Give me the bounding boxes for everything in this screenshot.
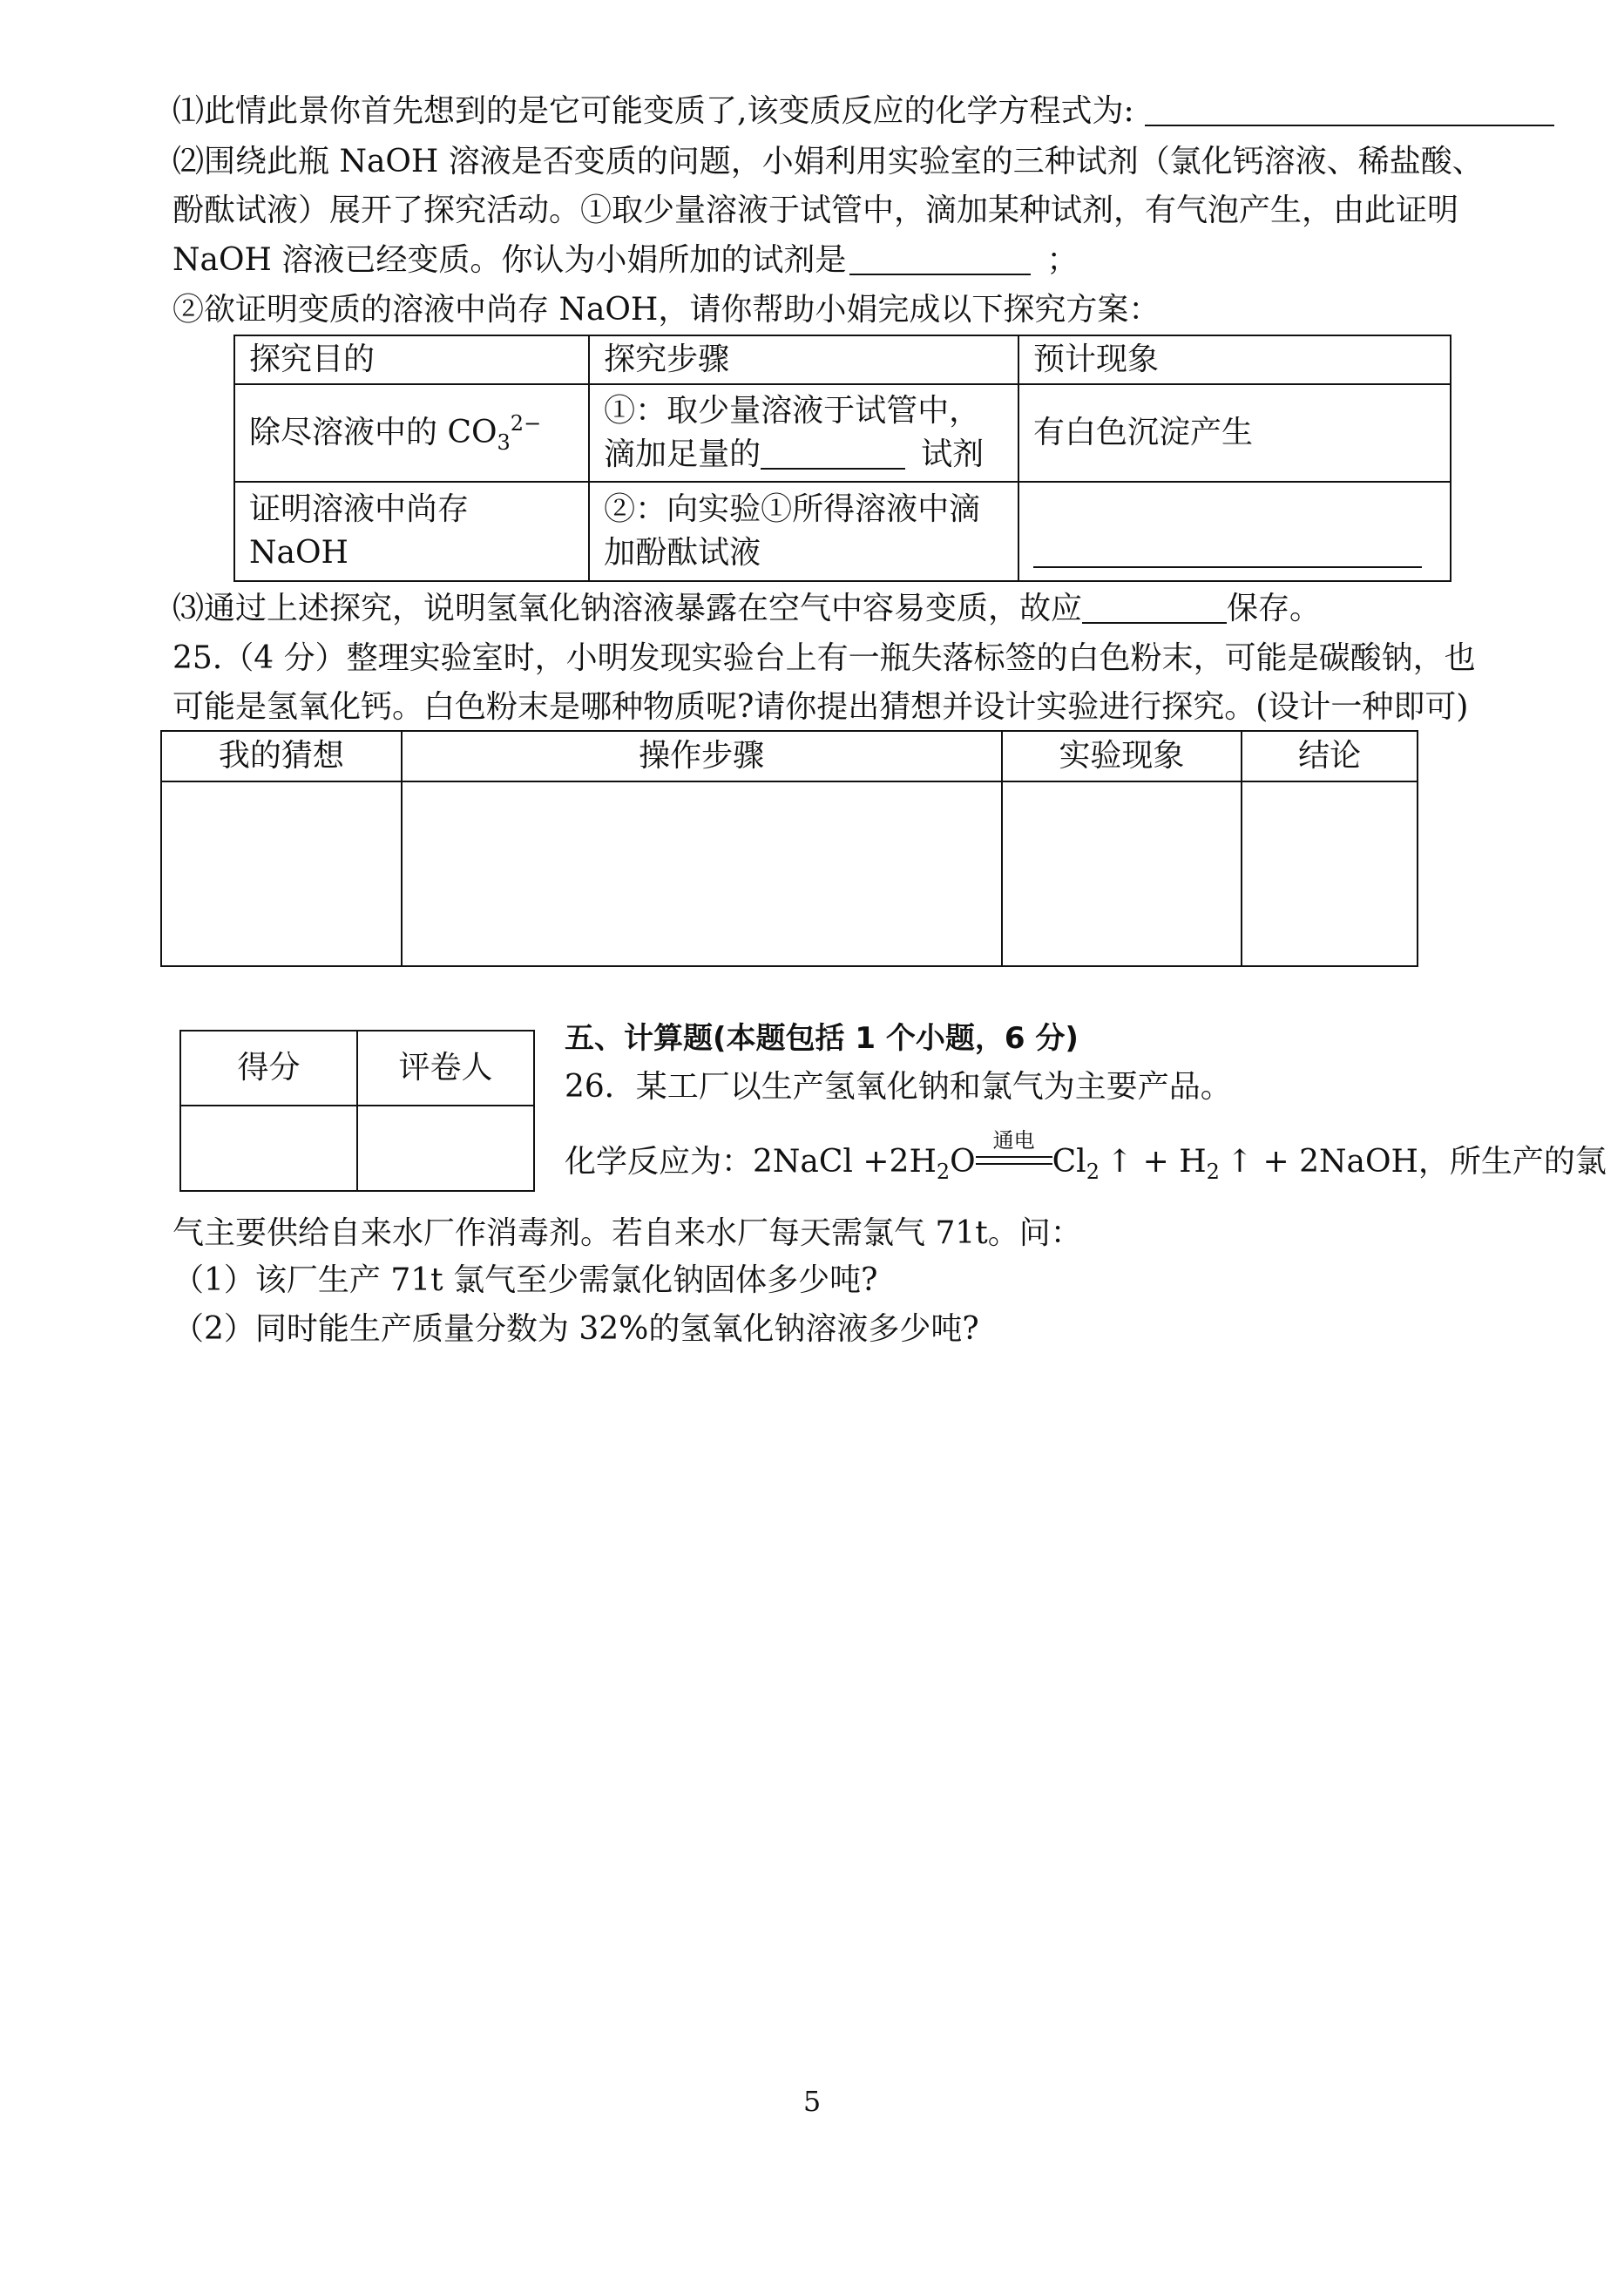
q24-part4: ⑶通过上述探究，说明氢氧化钠溶液暴露在空气中容易变质，故应 保存。 bbox=[173, 591, 1322, 626]
q24-part1-text: ⑴此情此景你首先想到的是它可能变质了,该变质反应的化学方程式为: bbox=[173, 93, 1134, 129]
q24-part2-line1: ⑵围绕此瓶 NaOH 溶液是否变质的问题，小娟利用实验室的三种试剂（氯化钙溶液、稀盐酸、 bbox=[173, 144, 1484, 179]
hypothesis-cell[interactable] bbox=[161, 781, 402, 966]
row2-phenomenon bbox=[1018, 482, 1451, 581]
q26-line3: 气主要供给自来水厂作消毒剂。若自来水厂每天需氯气 71t。问： bbox=[173, 1215, 1082, 1251]
q24-part2-line2: 酚酞试液）展开了探究活动。①取少量溶液于试管中，滴加某种试剂，有气泡产生，由此证明 bbox=[173, 193, 1459, 228]
q25-line2: 可能是氢氧化钙。白色粉末是哪种物质呢?请你提出猜想并设计实验进行探究。(设计一种即可) bbox=[173, 689, 1469, 725]
page-number: 5 bbox=[802, 2085, 822, 2118]
score-header-row bbox=[180, 1031, 534, 1106]
grader-label: 评卷人 bbox=[357, 1031, 534, 1106]
q26-equation: 化学反应为：2NaCl $+2H_2O$ 通电 $Cl_2$ ↑ + $H_2$ ↑ + 2NaOH，所生产的氯 bbox=[565, 1128, 1607, 1184]
header-hypothesis: 我的猜想 bbox=[161, 731, 402, 781]
table-row bbox=[161, 781, 1418, 966]
q26-line1: 26．某工厂以生产氢氧化钠和氯气为主要产品。 bbox=[565, 1069, 1232, 1105]
q24-part2-line3 bbox=[173, 240, 1078, 281]
storage-answer-blank[interactable] bbox=[1082, 589, 1227, 624]
q25-line1: 25.（4 分）整理实验室时，小明发现实验台上有一瓶失落标签的白色粉末，可能是碳酸钠，也 bbox=[173, 640, 1476, 676]
q24-part1 bbox=[173, 91, 1554, 132]
section5-title: 五、计算题(本题包括 1 个小题，6 分) bbox=[565, 1021, 1079, 1056]
row1-steps: ①：取少量溶液于试管中， 滴加足量的 试剂 bbox=[589, 384, 1018, 482]
header-purpose: 探究目的 bbox=[234, 335, 589, 384]
operation-cell[interactable] bbox=[402, 781, 1002, 966]
grader-cell[interactable] bbox=[357, 1106, 534, 1191]
table-row bbox=[234, 482, 1451, 581]
exploration-plan-table bbox=[233, 335, 1451, 582]
observation-cell[interactable] bbox=[1002, 781, 1242, 966]
hypothesis-table bbox=[160, 730, 1418, 967]
phenomenon-answer-blank[interactable] bbox=[1033, 533, 1422, 568]
header-phenomenon: 预计现象 bbox=[1018, 335, 1451, 384]
q24-part3: ②欲证明变质的溶液中尚存 NaOH，请你帮助小娟完成以下探究方案： bbox=[173, 292, 1160, 328]
row1-purpose: 除尽溶液中的 $CO_3^{2-}$ bbox=[234, 384, 589, 482]
header-observation: 实验现象 bbox=[1002, 731, 1242, 781]
table-row bbox=[234, 384, 1451, 482]
header-operation: 操作步骤 bbox=[402, 731, 1002, 781]
conclusion-cell[interactable] bbox=[1242, 781, 1418, 966]
q24-part2-line3-tail: ； bbox=[1046, 242, 1079, 278]
row1-phenomenon: 有白色沉淀产生 bbox=[1018, 384, 1451, 482]
score-box bbox=[179, 1030, 535, 1192]
row2-purpose: 证明溶液中尚存 NaOH bbox=[234, 482, 589, 581]
equation-answer-blank[interactable] bbox=[1145, 91, 1554, 126]
reagent-blank[interactable] bbox=[761, 435, 905, 470]
table-header-row bbox=[161, 731, 1418, 781]
score-input-row bbox=[180, 1106, 534, 1191]
q26-sub1: （1）该厂生产 71t 氯气至少需氯化钠固体多少吨? bbox=[173, 1262, 878, 1298]
table-header-row bbox=[234, 335, 1451, 384]
header-conclusion: 结论 bbox=[1242, 731, 1418, 781]
score-label: 得分 bbox=[180, 1031, 357, 1106]
score-cell[interactable] bbox=[180, 1106, 357, 1191]
q26-sub2: （2）同时能生产质量分数为 32%的氢氧化钠溶液多少吨? bbox=[173, 1311, 979, 1347]
header-steps: 探究步骤 bbox=[589, 335, 1018, 384]
reagent-answer-blank[interactable] bbox=[849, 240, 1031, 275]
q24-part2-line3-text: NaOH 溶液已经变质。你认为小娟所加的试剂是 bbox=[173, 242, 847, 278]
row2-steps: ②：向实验①所得溶液中滴 加酚酞试液 bbox=[589, 482, 1018, 581]
reaction-condition-arrow: 通电 bbox=[976, 1142, 1052, 1177]
